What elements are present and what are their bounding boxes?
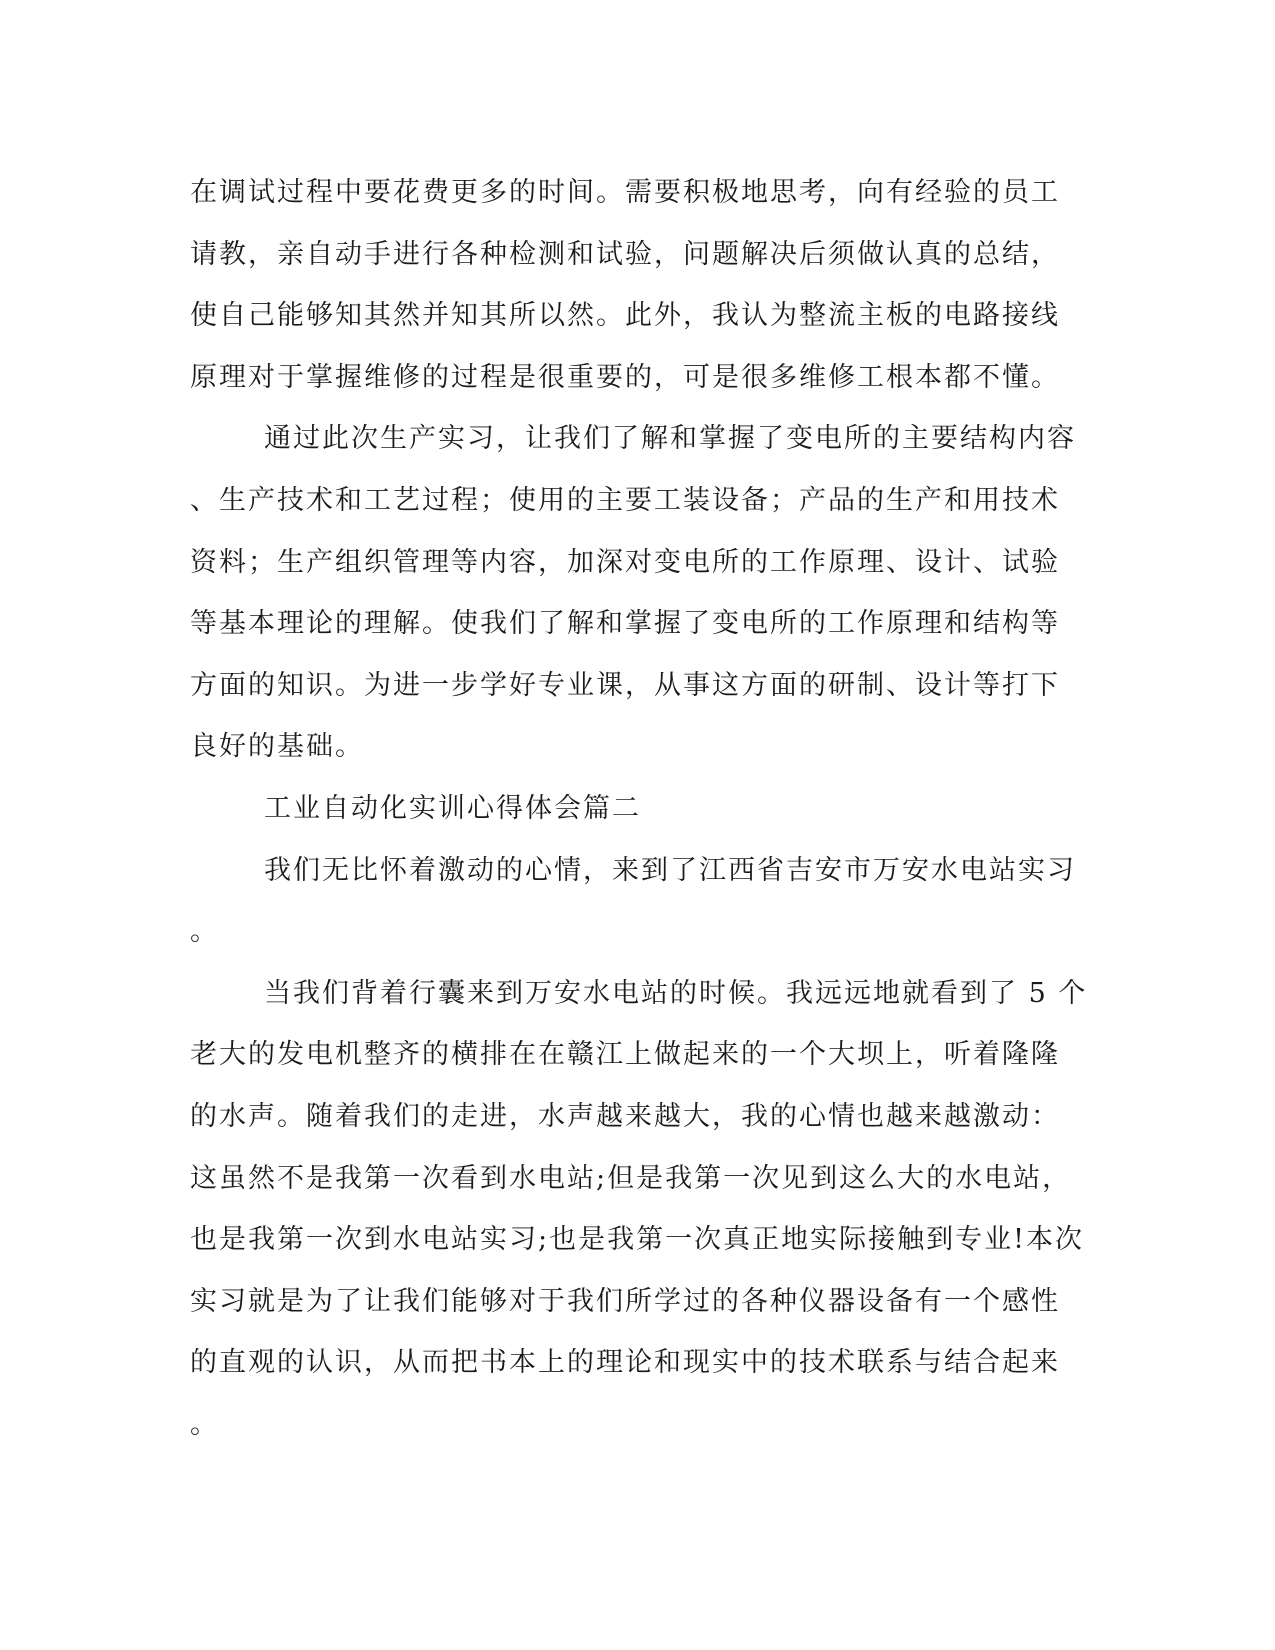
text-line-21: 。 [190,1408,219,1440]
text-line-17: 这虽然不是我第一次看到水电站;但是我第一次见到这么大的水电站， [190,1162,1072,1194]
text-line-10: 良好的基础。 [190,731,364,763]
text-line-20: 的直观的认识，从而把书本上的理论和现实中的技术联系与结合起来 [190,1347,1060,1379]
text-line-2: 请教，亲自动手进行各种检测和试验，问题解决后须做认真的总结， [190,238,1060,270]
text-line-4: 原理对于掌握维修的过程是很重要的，可是很多维修工根本都不懂。 [190,361,1060,393]
text-line-13: 。 [190,916,219,948]
text-line-15: 老大的发电机整齐的横排在在赣江上做起来的一个大坝上，听着隆隆 [190,1039,1060,1071]
text-line-6: 、生产技术和工艺过程；使用的主要工装设备；产品的生产和用技术 [190,484,1060,516]
text-line-8: 等基本理论的理解。使我们了解和掌握了变电所的工作原理和结构等 [190,608,1060,640]
document-body [190,162,1090,1455]
text-line-18: 也是我第一次到水电站实习;也是我第一次真正地实际接触到专业!本次 [190,1224,1084,1256]
section-heading: 工业自动化实训心得体会篇二 [264,792,641,824]
text-line-12: 我们无比怀着激动的心情，来到了江西省吉安市万安水电站实习 [264,854,1076,886]
text-line-7: 资料；生产组织管理等内容，加深对变电所的工作原理、设计、试验 [190,546,1060,578]
text-line-1: 在调试过程中要花费更多的时间。需要积极地思考，向有经验的员工 [190,177,1060,208]
text-line-5: 通过此次生产实习，让我们了解和掌握了变电所的主要结构内容 [264,423,1076,455]
text-line-3: 使自己能够知其然并知其所以然。此外，我认为整流主板的电路接线 [190,300,1060,332]
text-line-19: 实习就是为了让我们能够对于我们所学过的各种仪器设备有一个感性 [190,1285,1060,1317]
text-line-16: 的水声。随着我们的走进，水声越来越大，我的心情也越来越激动： [190,1100,1060,1132]
text-line-14: 当我们背着行囊来到万安水电站的时候。我远远地就看到了 5 个 [264,977,1088,1009]
text-line-9: 方面的知识。为进一步学好专业课，从事这方面的研制、设计等打下 [190,669,1060,701]
